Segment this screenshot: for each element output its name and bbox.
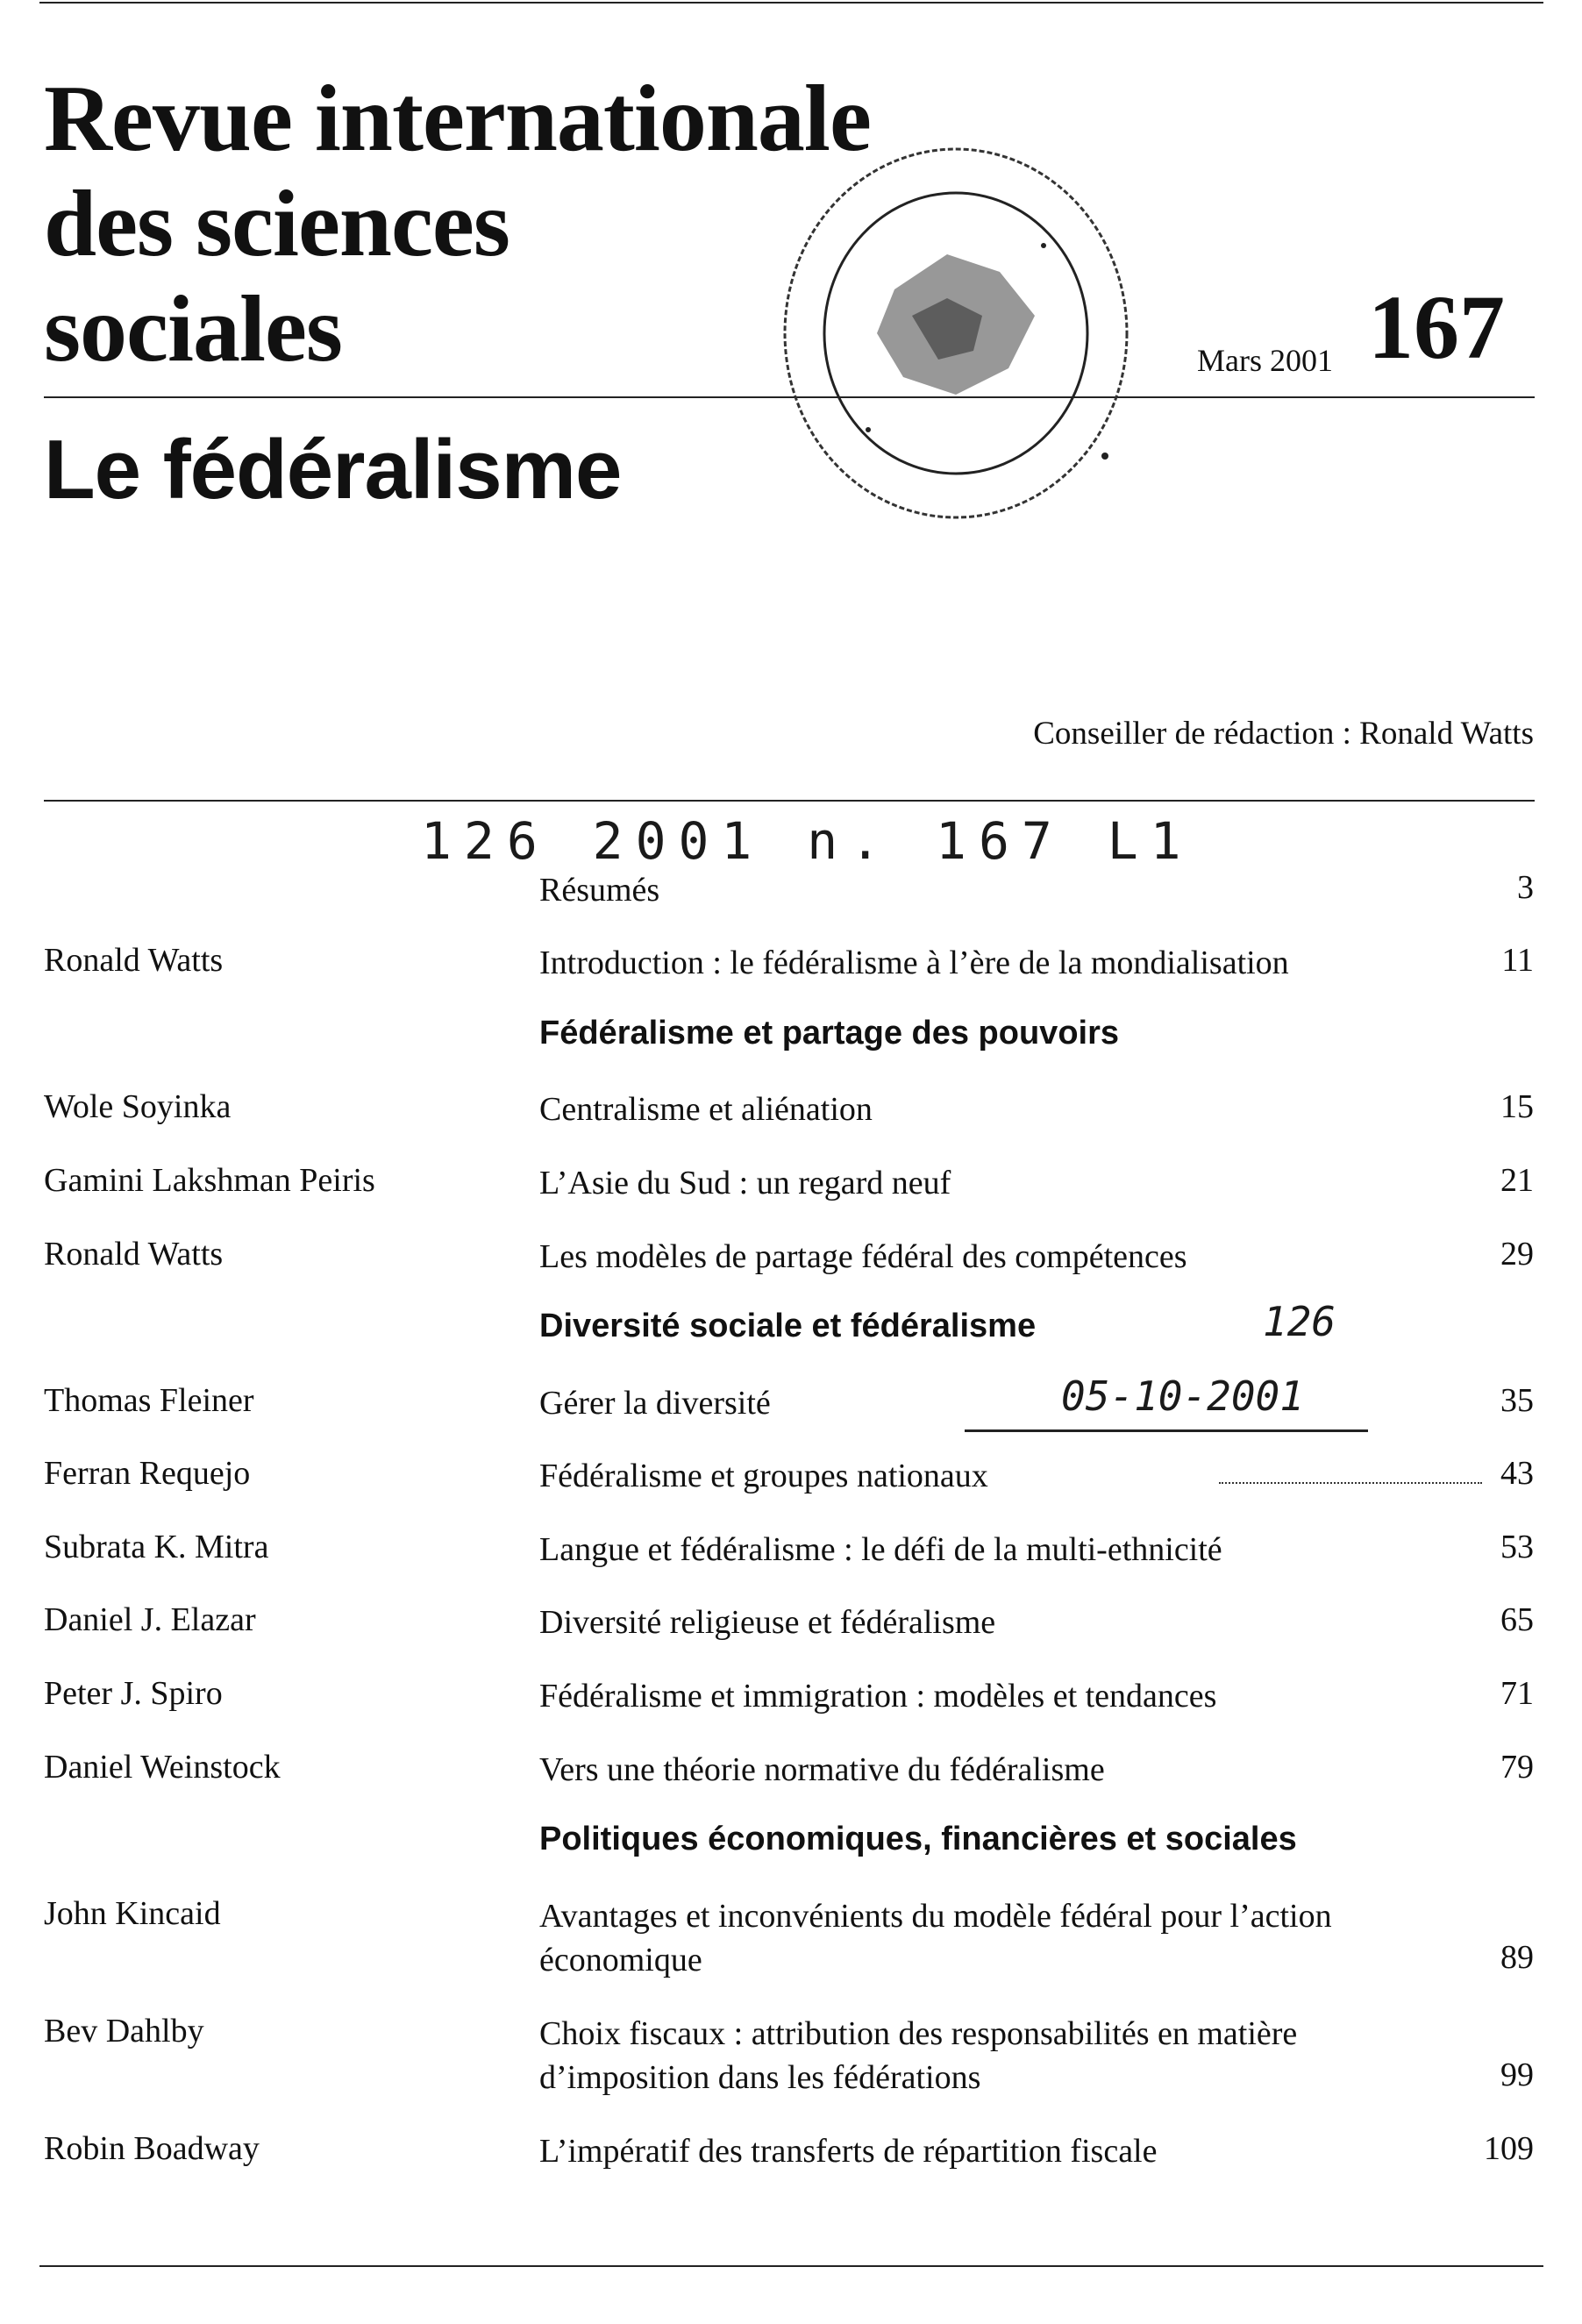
toc-page: 29 xyxy=(1500,1236,1534,1272)
toc-section-heading xyxy=(0,1308,1582,1360)
journal-title-line-1: Revue internationale xyxy=(44,67,871,171)
toc-title: L’impératif des transferts de répartition fiscale xyxy=(539,2133,1158,2170)
toc-title: Avantages et inconvénients du modèle fédéral pour l’action économique xyxy=(539,1898,1332,1978)
toc-title: Résumés xyxy=(539,872,660,909)
toc-row-intro xyxy=(0,941,1582,994)
toc-title: Fédéralisme et groupes nationaux xyxy=(539,1458,988,1494)
toc-row xyxy=(0,1674,1582,1727)
toc-title: Fédéralisme et immigration : modèles et tendances xyxy=(539,1678,1217,1714)
toc-author: Gamini Lakshman Peiris xyxy=(44,1162,375,1199)
toc-page: 3 xyxy=(1517,869,1534,906)
toc-title: Centralisme et aliénation xyxy=(539,1091,873,1128)
toc-title: Vers une théorie normative du fédéralisme xyxy=(539,1751,1105,1788)
issue-date: Mars 2001 xyxy=(1197,343,1333,378)
toc-title: Choix fiscaux : attribution des responsabilités en matière d’imposition dans les fédérations xyxy=(539,2015,1298,2096)
toc-page: 79 xyxy=(1500,1749,1534,1786)
handwritten-underline xyxy=(965,1429,1368,1432)
handwritten-reg-date: 05-10-2001 xyxy=(1061,1372,1304,1420)
section-heading: Diversité sociale et fédéralisme xyxy=(539,1308,1037,1344)
toc-row xyxy=(0,2129,1582,2182)
toc-page: 53 xyxy=(1500,1529,1534,1565)
toc-author: Bev Dahlby xyxy=(44,2013,204,2050)
toc-author: John Kincaid xyxy=(44,1895,221,1932)
toc-author: Ronald Watts xyxy=(44,1236,224,1272)
toc-row-resumes xyxy=(0,868,1582,921)
toc-page: 15 xyxy=(1500,1088,1534,1125)
toc-row xyxy=(0,1087,1582,1140)
toc-row xyxy=(0,1161,1582,1214)
toc-section-heading xyxy=(0,1015,1582,1067)
toc-row xyxy=(0,1381,1582,1434)
section-heading: Fédéralisme et partage des pouvoirs xyxy=(539,1015,1120,1052)
toc-title: L’Asie du Sud : un regard neuf xyxy=(539,1165,951,1201)
toc-page: 65 xyxy=(1500,1601,1534,1638)
toc-author: Thomas Fleiner xyxy=(44,1382,254,1419)
toc-page: 43 xyxy=(1500,1455,1534,1492)
toc-author: Ronald Watts xyxy=(44,942,224,979)
toc-page: 99 xyxy=(1500,2057,1534,2093)
toc-page: 109 xyxy=(1484,2130,1534,2167)
handwritten-shelfmark: 126 2001 n. 167 L1 xyxy=(421,811,1194,871)
toc-title: Introduction : le fédéralisme à l’ère de la mondialisation xyxy=(539,945,1289,981)
toc-page: 89 xyxy=(1500,1939,1534,1976)
issue-number: 167 xyxy=(1368,277,1505,378)
toc-row xyxy=(0,1748,1582,1800)
toc-author: Daniel Weinstock xyxy=(44,1749,281,1786)
toc-row xyxy=(0,2012,1582,2108)
bottom-rule xyxy=(39,2265,1543,2267)
handwritten-reg-number: 126 xyxy=(1263,1298,1336,1345)
toc-title: Les modèles de partage fédéral des compétences xyxy=(539,1238,1187,1275)
toc-author: Peter J. Spiro xyxy=(44,1675,223,1712)
toc-page: 35 xyxy=(1500,1382,1534,1419)
top-rule xyxy=(39,2,1543,4)
toc-author: Daniel J. Elazar xyxy=(44,1601,256,1638)
toc-page: 21 xyxy=(1500,1162,1534,1199)
toc-row xyxy=(0,1600,1582,1653)
library-stamp-icon xyxy=(772,140,1140,526)
section-heading: Politiques économiques, financières et sociales xyxy=(539,1821,1297,1857)
issue-theme: Le fédéralisme xyxy=(44,423,622,517)
toc-title: Gérer la diversité xyxy=(539,1385,771,1422)
toc-page: 11 xyxy=(1501,942,1534,979)
toc-author: Robin Boadway xyxy=(44,2130,260,2167)
toc-title: Langue et fédéralisme : le défi de la multi-ethnicité xyxy=(539,1531,1222,1568)
handwritten-dashes xyxy=(1219,1482,1482,1486)
toc-row xyxy=(0,1235,1582,1287)
toc-author: Wole Soyinka xyxy=(44,1088,232,1125)
toc-section-heading xyxy=(0,1821,1582,1873)
editorial-advisor: Conseiller de rédaction : Ronald Watts xyxy=(1033,716,1534,752)
toc-row xyxy=(0,1454,1582,1507)
journal-title-line-2: des sciences xyxy=(44,172,510,276)
toc-author: Subrata K. Mitra xyxy=(44,1529,269,1565)
toc-row xyxy=(0,1894,1582,1991)
toc-author: Ferran Requejo xyxy=(44,1455,251,1492)
toc-row xyxy=(0,1528,1582,1580)
toc-page: 71 xyxy=(1500,1675,1534,1712)
toc-top-rule xyxy=(44,800,1535,802)
toc-title: Diversité religieuse et fédéralisme xyxy=(539,1604,996,1641)
journal-title-line-3: sociales xyxy=(44,277,342,381)
